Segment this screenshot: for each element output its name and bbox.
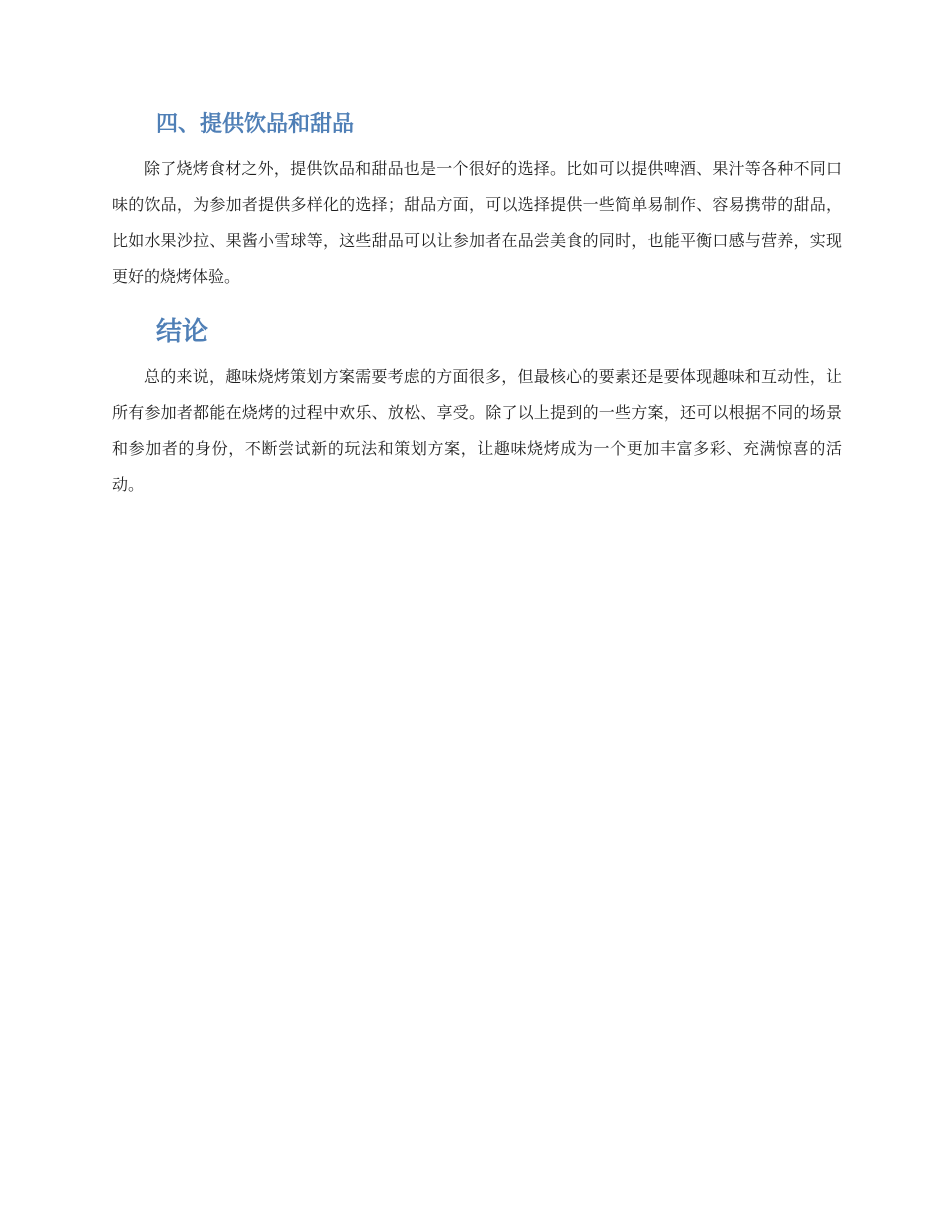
document-body [112,105,842,503]
section-heading-drinks-desserts: 四、提供饮品和甜品 [156,112,355,137]
section-heading-conclusion: 结论 [156,317,209,347]
section-paragraph-conclusion: 总的来说，趣味烧烤策划方案需要考虑的方面很多，但最核心的要素还是要体现趣味和互动性，让所有参加者都能在烧烤的过程中欢乐、放松、享受。除了以上提到的一些方案，还可以根据不同的场景和参加者的身份，不断尝试新的玩法和策划方案，让趣味烧烤成为一个更加丰富多彩、充满惊喜的活动。 [112,367,842,494]
section-paragraph-drinks-desserts: 除了烧烤食材之外，提供饮品和甜品也是一个很好的选择。比如可以提供啤酒、果汁等各种不同口味的饮品，为参加者提供多样化的选择；甜品方面，可以选择提供一些简单易制作、容易携带的甜品，比如水果沙拉、果酱小雪球等，这些甜品可以让参加者在品尝美食的同时，也能平衡口感与营养，实现更好的烧烤体验。 [112,159,842,286]
